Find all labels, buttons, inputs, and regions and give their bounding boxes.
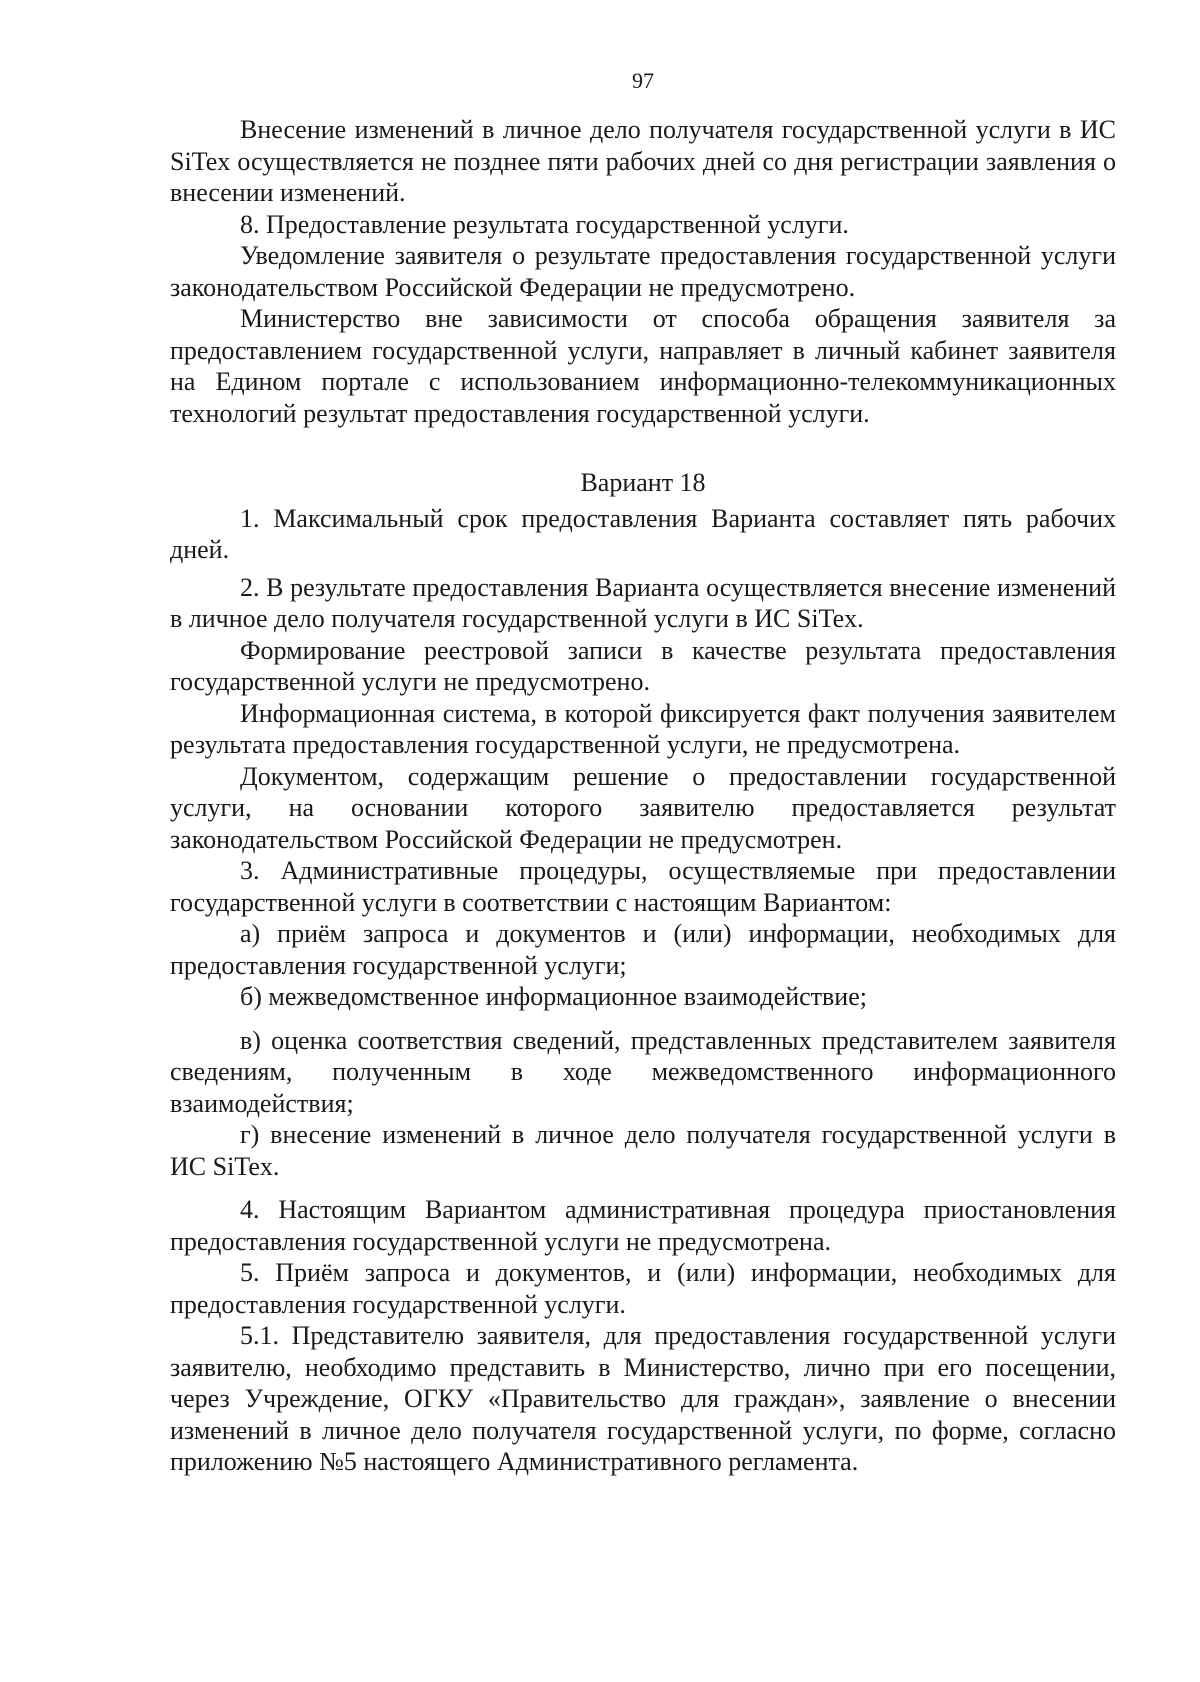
paragraph: 5. Приём запроса и документов, и (или) информации, необходимых для предоставления государственной услуги. — [170, 1258, 1116, 1319]
paragraph: 5.1. Представителю заявителя, для предоставления государственной услуги заявителю, необходимо представить в Министерство, лично при его посещении, через Учреждение, ОГКУ «Правительство для граждан», заявление о внесении изменений в личное дело получателя государственной услуги, по форме, согласно приложению №5 настоящего Административного регламента. — [170, 1321, 1116, 1476]
paragraph: Информационная система, в которой фиксируется факт получения заявителем результата предоставления государственной услуги, не предусмотрена. — [170, 698, 1116, 759]
paragraph: 8. Предоставление результата государственной услуги. — [240, 209, 849, 239]
paragraph: 4. Настоящим Вариантом административная процедура приостановления предоставления государственной услуги не предусмотрена. — [170, 1195, 1116, 1256]
paragraph: Документом, содержащим решение о предоставлении государственной услуги, на основании которого заявителю предоставляется результат законодательством Российской Федерации не предусмотрен. — [170, 761, 1116, 854]
paragraph: Внесение изменений в личное дело получателя государственной услуги в ИС SiTex осуществляется не позднее пяти рабочих дней со дня регистрации заявления о внесении изменений. — [170, 115, 1116, 207]
paragraph: 2. В результате предоставления Варианта осуществляется внесение изменений в личное дело получателя государственной услуги в ИС SiTex. — [170, 572, 1116, 633]
paragraph: Уведомление заявителя о результате предоставления государственной услуги законодательством Российской Федерации не предусмотрено. — [170, 241, 1116, 302]
list-item: в) оценка соответствия сведений, представленных представителем заявителя сведениям, полученным в ходе межведомственного информационного взаимодействия; — [170, 1025, 1116, 1118]
list-item: г) внесение изменений в личное дело получателя государственной услуги в ИС SiTex. — [170, 1120, 1116, 1181]
page-number: 97 — [632, 68, 654, 93]
document-body — [170, 114, 1116, 1478]
paragraph: 1. Максимальный срок предоставления Варианта составляет пять рабочих дней. — [170, 503, 1116, 564]
paragraph: 3. Административные процедуры, осуществляемые при предоставлении государственной услуги в соответствии с настоящим Вариантом: — [170, 856, 1116, 917]
section-heading: Вариант 18 — [580, 468, 706, 497]
paragraph: Формирование реестровой записи в качестве результата предоставления государственной услуги не предусмотрено. — [170, 635, 1116, 696]
paragraph: Министерство вне зависимости от способа обращения заявителя за предоставлением государственной услуги, направляет в личный кабинет заявителя на Едином портале с использованием информационно-телекоммуникационных технологий результат предоставления государственной услуги. — [170, 304, 1116, 428]
list-item: б) межведомственное информационное взаимодействие; — [240, 982, 867, 1011]
list-item: а) приём запроса и документов и (или) информации, необходимых для предоставления государственной услуги; — [170, 919, 1116, 980]
